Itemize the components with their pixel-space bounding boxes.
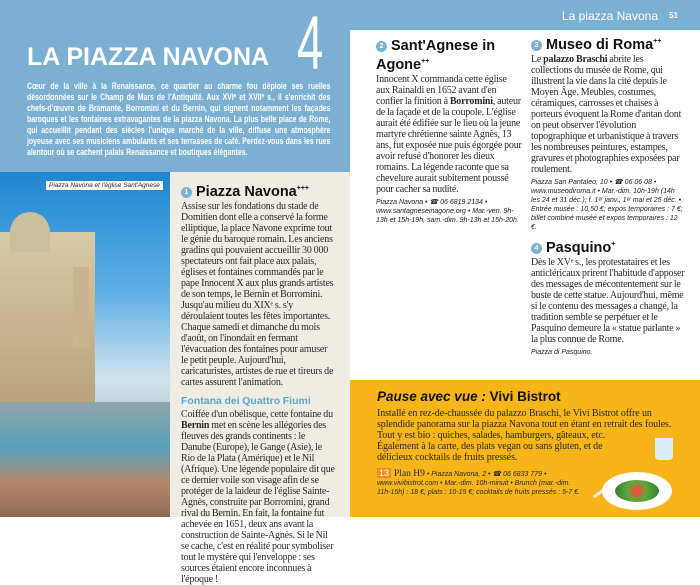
section-info: Piazza San Pantaleo, 10 • ☎ 06 06 08 • www.museodiroma.it • Mar.-dim. 10h-19h (14h les 24 et 31 déc.); f. 1ᵉʳ janv., 1ᵉʳ mai et 25 déc. • Entrée musée : 10,50 €; expos temporaires : 7 €; billet combiné musée et expos temporaires : 12 €. [531,178,683,231]
stars: + [611,240,616,248]
pause-body-wrap [377,408,687,470]
stars: +++ [296,185,310,192]
section-title: Museo di Roma [546,36,654,53]
chapter-header [0,0,350,172]
section-2 [376,38,522,225]
section-info: Piazza di Pasquino. [531,348,593,356]
running-title: La piazza Navona [561,9,658,23]
stars: ++ [421,58,430,65]
section-body: Le palazzo Braschi abrite les collections du musée de Rome, qui illustrent la vie dans la cité depuis le Moyen Âge. Meubles, costumes, céramiques, carrosses et chaises à porteurs évoquent la Rome d'antan dont on peut observer l'évolution topographique et urbanistique à travers les nombreuses peintures, estampes, gravures et photographies exposées par roulement. [531,53,682,175]
chapter-number: 4 [297,1,324,86]
section-title: Piazza Navona [196,183,297,200]
running-header [350,0,700,30]
number-badge: 1 [181,187,192,198]
chapter-title: LA PIAZZA NAVONA [27,43,270,71]
pause-box [350,380,700,517]
pause-title: Pause avec vue : Vivi Bistrot [377,389,561,404]
number-badge: 4 [531,243,542,254]
piazza-photo [0,172,170,517]
section-title: Pasquino [546,239,612,256]
section-body: Innocent X commanda cette église aux Rainaldi en 1652 avant d'en confier la finition à Borromini, auteur de la façade et de la coupole. L'église aurait été édifiée sur le lieu où la jeune martyre chrétienne sainte Agnès, 13 ans, fut exposée nue puis égorgée pour avoir refusé d'honorer les dieux romains. La légende raconte que sa chevelure aurait subitement poussé pour cacher sa nudité. [376,73,522,195]
map-pin-badge: 13 [379,468,390,478]
subsection-body: Coiffée d'un obélisque, cette fontaine du Bernin met en scène les allégories des fleuves des grands continents : le Danube (Europe), le Gange (Asie), le Rio de la Plata (Amérique) et le Nil (Afrique). Une légende populaire dit que ce dernier voile son visage afin de se protéger de la laideur de l'église Sainte-Agnès, construite par Borromini, grand rival du Bernin. En fait, la fontaine fut achevée en 1651, deux ans avant la construction de Sainte-Agnès. Si le Nil se cache, c'est en réalité pour symboliser tout le mystère qui l'enveloppe : ses sources étaient encore inconnues à l'époque ! [181,408,335,585]
section-1 [181,181,336,585]
pause-body: Installé en rez-de-chaussée du palazzo Braschi, le Vivi Bistrot offre un splendide panorama sur la piazza Navona tout en étant en retrait des foules. Tout y est bio : quiches, salades, hamburgers, gâteaux, etc. Également à la carte, des plats vegan ou sans gluten, et de délicieux cocktails de fruits pressés. [377,408,672,463]
section-4 [531,237,685,357]
page-number: 51 [669,11,678,20]
section-info: Piazza Navona • ☎ 06 6819 2134 • www.santagneseinagone.org • Mar.-ven. 9h-13h et 15h-19h, sam.-dim. 9h-13h et 15h-20h. [376,198,519,224]
section-body: Dès le XVᵉ s., les protestataires et les anticléricaux prirent l'habitude d'apposer des messages de mécontentement sur le buste de cette statue. Aujourd'hui, même si le contenu des messages a changé, la tradition semble se perpétuer et le Pasquino demeure la « statue parlante » la plus connue de Rome. [531,256,685,345]
stars: ++ [653,38,662,45]
number-badge: 2 [376,41,387,52]
chapter-intro: Cœur de la ville à la Renaissance, ce quartier au charme fou déploie ses ruelles désordonnées sur le Champ de Mars de l'Antiquité. Aux XVIᵉ et XVIIᵉ s., il s'enrichit des chefs-d'œuvre de Bramante, Borromini et du Bernin, qui signent notamment les façades baroques et les fontaines extravagantes de la piazza Navona. La plus belle place de Rome, qui accueillit pendant des siècles l'unique marché de la ville, diffuse une atmosphère joyeuse avec ses musiciens ambulants et ses terrasses de café. Perdez-vous dans les rues alentour où se cachent palais Renaissance et boutiques élégantes. [27,80,331,157]
section-title: Sant'Agnese in Agone [376,38,496,73]
number-badge: 3 [531,40,542,51]
section-3 [531,34,685,357]
pause-info: 13 Plan H9 • Piazza Navona, 2 • ☎ 06 6833 779 • www.vivibistrot.com • Mar.-dim. 10h-minuit • Brunch (mar.-dim. 11h-15h) : 18 €; plats : 10-15 €; cocktails de fruits pressés : 5-7 €. [377,468,580,496]
photo-caption: Piazza Navona et l'église Sant'Agnese [46,181,163,190]
section-body: Assise sur les fondations du stade de Domitien dont elle a conservé la forme elliptique, la place Navone exprime tout le génie du baroque romain. Les anciens gradins qui pouvaient accueillir 30 000 spectateurs ont fait place aux palais, églises et fontaines commandés par le pape Innocent X aux plus grands artistes de son temps, le Bernin et Borromini. Jusqu'au milieu du XIXᵉ s. s'y déroulaient toutes les fêtes importantes. Chaque samedi et dimanche du mois d'août, on l'inondait en fermant l'évacuation des fontaines pour amuser le petit peuple. Aujourd'hui, caricaturistes, artistes de rue et tireurs de cartes assurent l'animation. [181,200,334,388]
subsection-title: Fontana dei Quattro Fiumi [181,394,311,407]
